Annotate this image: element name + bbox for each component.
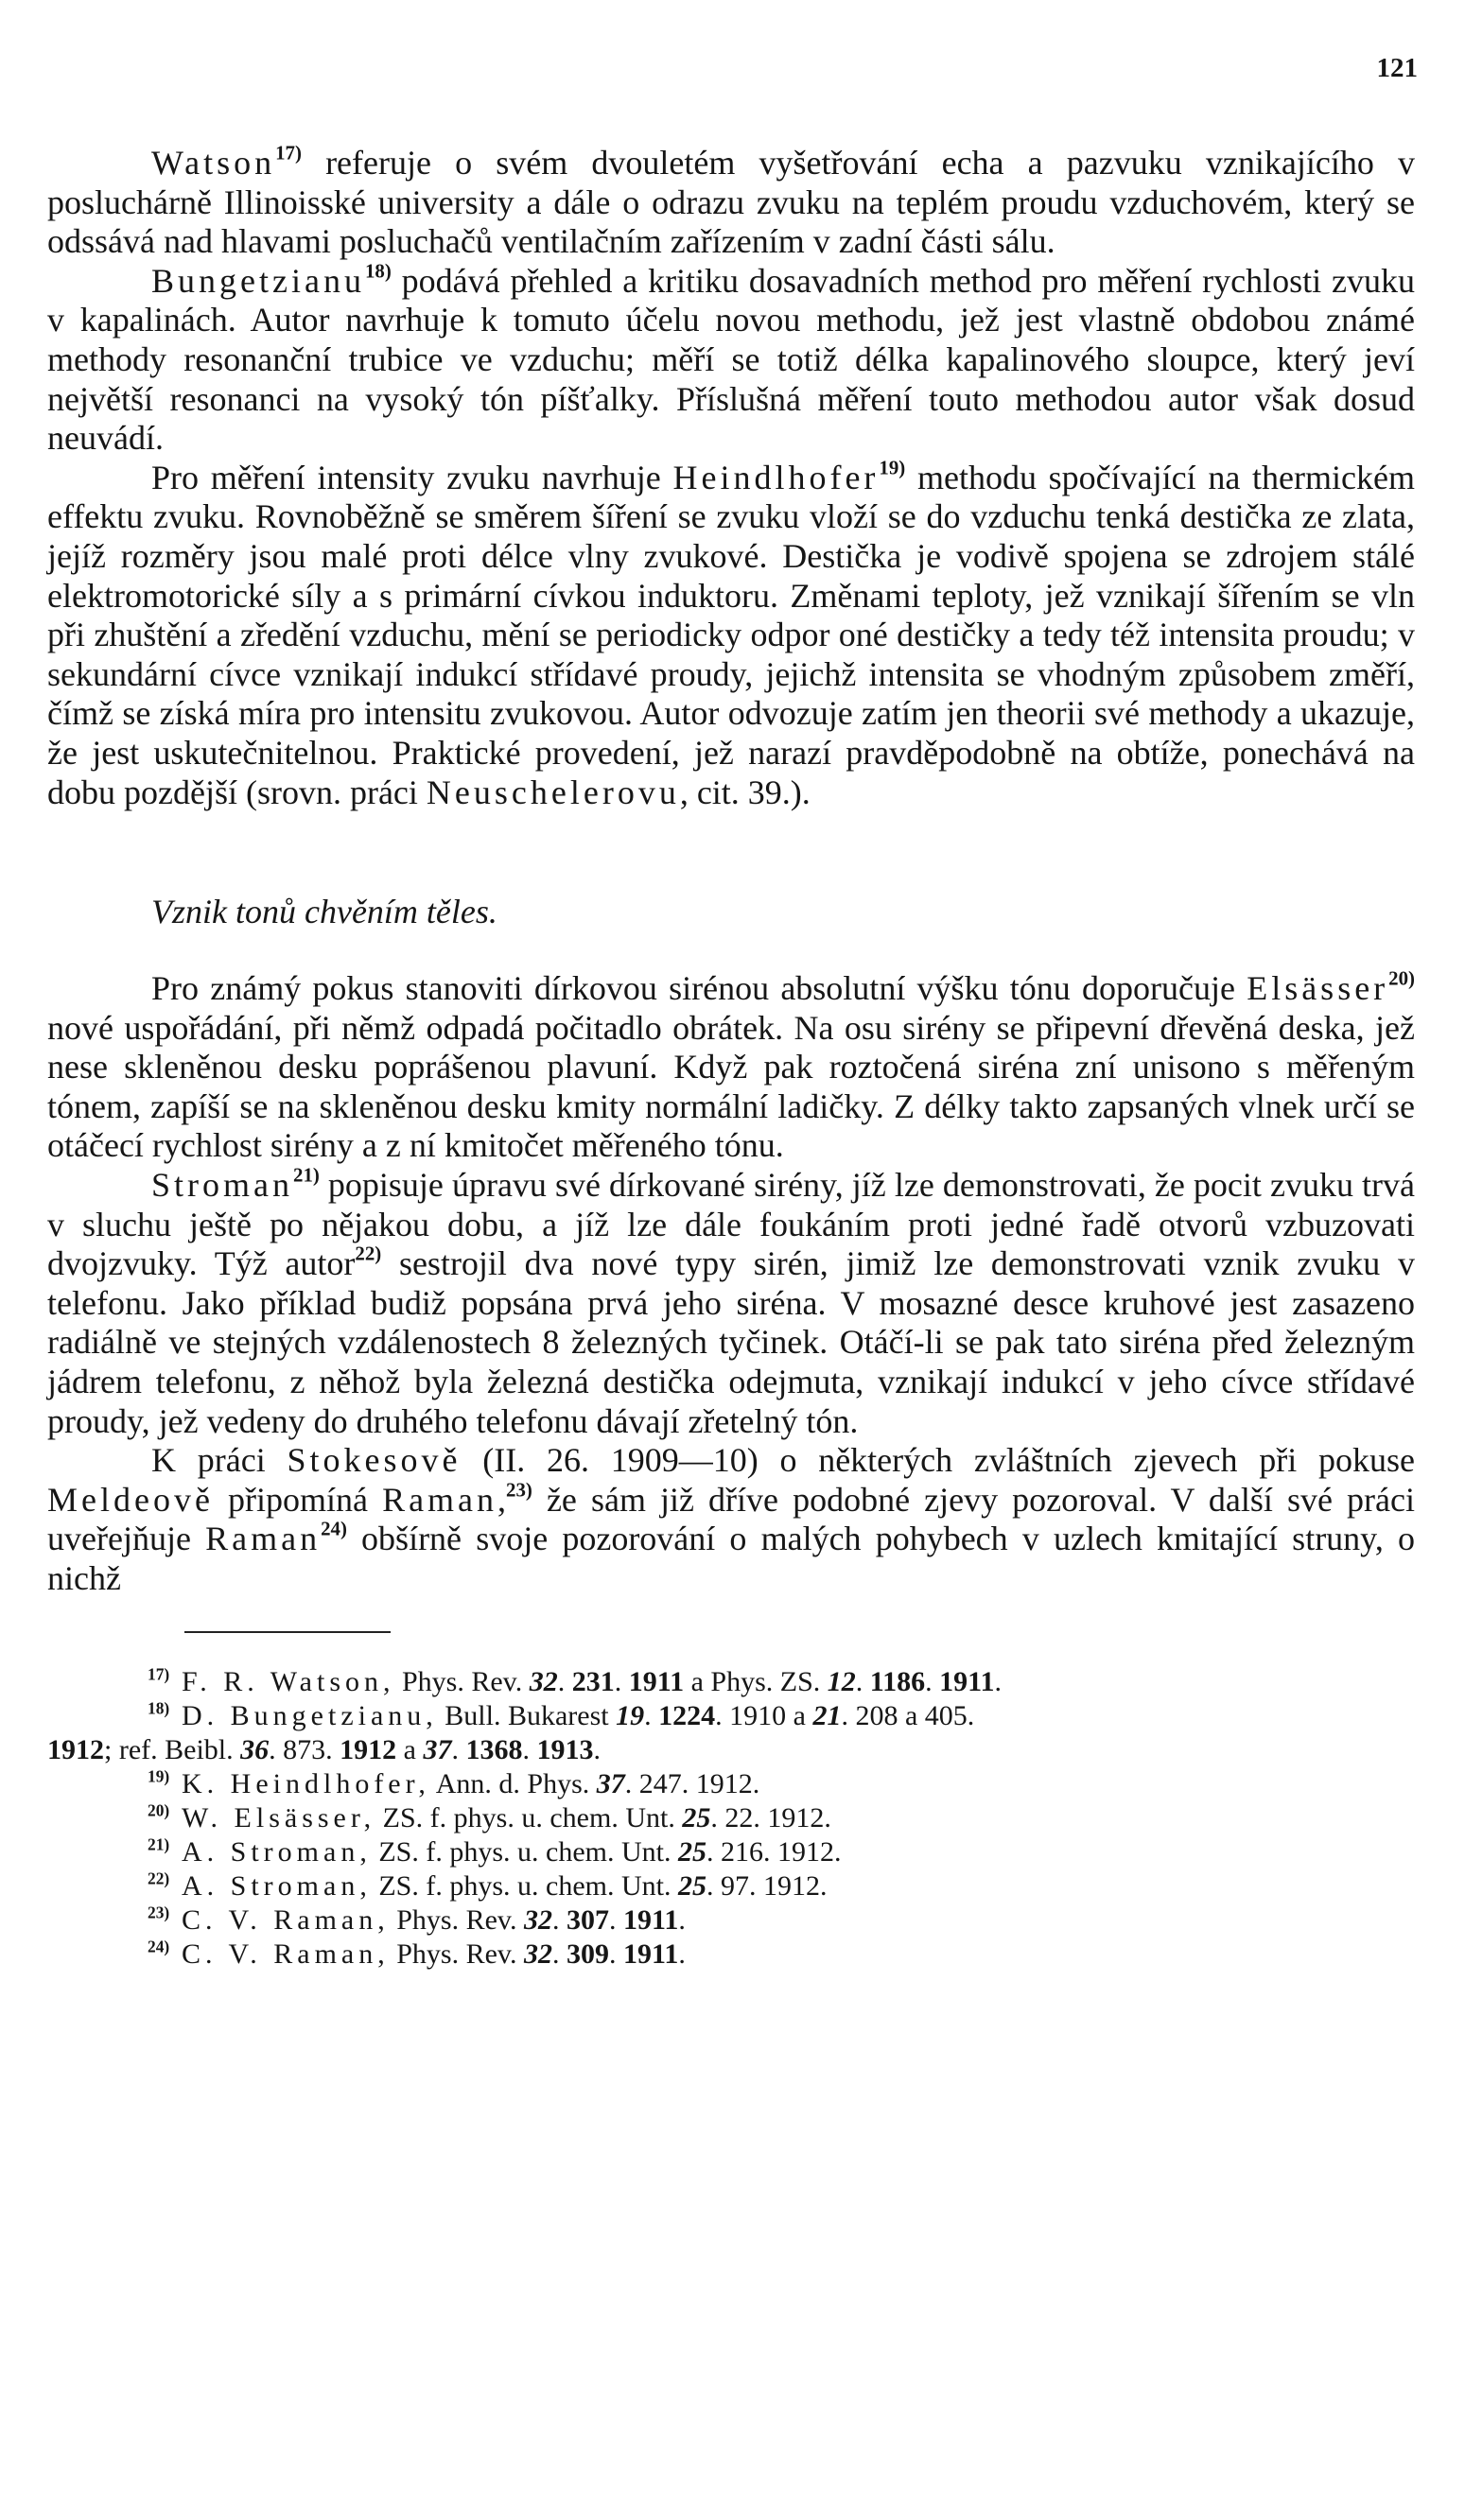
author-name: Bungetzianu	[151, 261, 365, 300]
author-name: Raman	[382, 1480, 498, 1519]
author-name: Raman	[205, 1520, 322, 1558]
footnote-mark: 24)	[148, 1937, 170, 1956]
paragraph-elsasser	[47, 966, 1415, 1166]
citation-number: 1224	[658, 1699, 716, 1731]
footnote	[47, 1767, 1415, 1800]
footnote-reference: 19)	[879, 456, 906, 479]
footnote-mark: 23)	[148, 1903, 170, 1922]
volume-number: 19	[616, 1699, 645, 1731]
citation-number: 231	[571, 1665, 615, 1697]
footnote-reference: 18)	[364, 259, 392, 283]
text-run: .	[644, 1699, 659, 1731]
section-paragraphs	[47, 966, 1415, 1599]
citation-number: 1911	[939, 1665, 995, 1697]
text-run: .	[593, 1733, 601, 1765]
footnote-continuation	[47, 1733, 1415, 1766]
footnote-author: K. Heindlhofer,	[182, 1767, 430, 1799]
footnote-mark: 17)	[148, 1664, 170, 1684]
text-run: připomíná	[213, 1480, 383, 1519]
footnote-author: C. V. Raman,	[182, 1938, 390, 1970]
text-run: . 22. 1912.	[710, 1801, 831, 1834]
text-run: a	[396, 1733, 424, 1765]
text-run: Ann. d. Phys.	[429, 1767, 597, 1799]
text-run: Pro měření intensity zvuku navrhuje	[151, 458, 673, 496]
text-run: (II. 26. 1909—10) o některých zvláštních zjevech při pokuse	[461, 1441, 1415, 1480]
text-run: .	[994, 1665, 1003, 1697]
text-run: ZS. f. phys. u. chem. Unt.	[375, 1801, 683, 1834]
footnote	[47, 1903, 1415, 1937]
text-run: že sám již dříve podobné zjevy pozoroval. V další své práci uveřejňuje	[47, 1480, 1415, 1558]
footnote-reference: 22)	[355, 1242, 382, 1265]
footnote-reference: 17)	[275, 141, 302, 165]
author-name: Elsässer	[1247, 969, 1389, 1008]
footnote	[47, 1835, 1415, 1868]
text-run: . 97. 1912.	[706, 1869, 828, 1902]
footnote-reference: 21)	[293, 1163, 320, 1187]
text-run: ZS. f. phys. u. chem. Unt.	[371, 1869, 678, 1902]
footnote-reference: 24)	[321, 1517, 347, 1540]
author-name: Meldeově	[47, 1480, 214, 1519]
text-run: .	[925, 1665, 940, 1697]
footnote-separator	[184, 1631, 391, 1633]
author-name: Watson	[151, 144, 276, 182]
text-run: .	[678, 1903, 686, 1936]
text-run: popisuje úpravu své dírkované sirény, jíž lze demonstrovati, že pocit zvuku trvá v sluchu ještě po nějakou dobu, a jíž lze dále foukáním proti jedné řadě otvorů vzbuzovati dvojzvuky. Týž autor	[47, 1166, 1415, 1283]
volume-number: 36	[240, 1733, 270, 1765]
text-run: .	[522, 1733, 537, 1765]
text-run: . 1910 a	[715, 1699, 813, 1731]
footnote	[47, 1938, 1415, 1971]
text-run: Phys. Rev.	[389, 1938, 524, 1970]
footnote-mark: 18)	[148, 1698, 170, 1718]
citation-number: 307	[567, 1903, 609, 1936]
citation-number: 1913	[536, 1733, 594, 1765]
text-run: .	[552, 1903, 567, 1936]
text-run: Phys. Rev.	[394, 1665, 530, 1697]
page-content	[47, 141, 1415, 1972]
footnote-mark: 19)	[148, 1766, 170, 1786]
text-run: podává přehled a kritiku dosavadních method pro měření rychlosti zvuku v kapalinách. Autor navrhuje k tomuto účelu novou methodu, jež jest vlastně obdobou známé methody resonanční trubice ve vzduchu; měří se totiž délka kapalinového sloupce, který jeví největší resonanci na vysoký tón píšťalky. Příslušná měření touto methodou autor však dosud neuvádí.	[47, 261, 1415, 458]
text-run: a Phys. ZS.	[684, 1665, 828, 1697]
page-number: 121	[1376, 53, 1418, 83]
volume-number: 25	[682, 1801, 711, 1834]
footnote-author: W. Elsässer,	[182, 1801, 376, 1834]
footnote-author: D. Bungetzianu,	[182, 1699, 438, 1731]
citation-number: 1186	[869, 1665, 926, 1697]
text-run: .	[609, 1903, 623, 1936]
footnote-reference: 23)	[506, 1478, 532, 1502]
text-run: Phys. Rev.	[389, 1903, 524, 1936]
text-run: K práci	[151, 1441, 288, 1480]
paragraph-stroman	[47, 1163, 1415, 1441]
footnotes	[47, 1665, 1415, 1971]
text-run: Pro známý pokus stanoviti dírkovou sirénou absolutní výšku tónu doporučuje	[151, 969, 1247, 1008]
volume-number: 32	[524, 1938, 552, 1970]
citation-number: 1368	[465, 1733, 523, 1765]
footnote	[47, 1801, 1415, 1834]
paragraph-watson	[47, 141, 1415, 262]
footnote-mark: 22)	[148, 1868, 170, 1888]
paragraph-bungetzianu	[47, 259, 1415, 459]
footnote-author: C. V. Raman,	[182, 1903, 390, 1936]
footnote-author: F. R. Watson,	[182, 1665, 395, 1697]
text-run: ZS. f. phys. u. chem. Unt.	[371, 1835, 678, 1868]
citation-number: 1911	[623, 1903, 679, 1936]
paragraph-raman	[47, 1441, 1415, 1598]
text-run: ; ref. Beibl.	[104, 1733, 241, 1765]
text-run: . 208 a 405.	[841, 1699, 975, 1731]
text-run: , cit. 39.).	[679, 773, 811, 811]
footnote	[47, 1699, 1415, 1732]
citation-number: 309	[567, 1938, 609, 1970]
author-name: Heindlhofer	[672, 458, 880, 496]
volume-number: 21	[812, 1699, 842, 1731]
volume-number: 12	[827, 1665, 856, 1697]
footnote	[47, 1665, 1415, 1698]
text-run: ,	[497, 1480, 507, 1519]
text-run: .	[609, 1938, 623, 1970]
text-run: Bull. Bukarest	[437, 1699, 617, 1731]
text-run: . 873.	[269, 1733, 340, 1765]
citation-number: 1911	[623, 1938, 679, 1970]
volume-number: 25	[677, 1869, 706, 1902]
text-run: .	[614, 1665, 629, 1697]
text-run: . 216. 1912.	[706, 1835, 842, 1868]
text-run: obšírně svoje pozorování o malých pohybech v uzlech kmitající struny, o nichž	[47, 1520, 1415, 1597]
section-heading: Vznik tonů chvěním těles.	[151, 893, 497, 931]
author-name: Stokesově	[287, 1441, 462, 1480]
footnote-author: A. Stroman,	[182, 1835, 372, 1868]
text-run: .	[557, 1665, 572, 1697]
text-run: .	[552, 1938, 567, 1970]
text-run: nové uspořádání, při němž odpadá počitadlo obrátek. Na osu sirény se připevní dřevěná deska, jež nese skleněnou desku poprášenou plavuní. Když pak roztočená siréna zní unisono s měřeným tónem, zapíší se na skleněnou desku kmity normální ladičky. Z délky takto zapsaných vlnek určí se otáčecí rychlost sirény a z ní kmitočet měřeného tónu.	[47, 1008, 1415, 1165]
footnote-reference: 20)	[1388, 966, 1415, 990]
author-name: Stroman	[151, 1166, 293, 1205]
volume-number: 37	[596, 1767, 625, 1799]
volume-number: 32	[529, 1665, 558, 1697]
citation-number: 1912	[340, 1733, 397, 1765]
volume-number: 32	[524, 1903, 552, 1936]
citation-number: 1911	[628, 1665, 685, 1697]
author-name: Neuschelerovu	[426, 773, 680, 811]
text-run: .	[855, 1665, 870, 1697]
text-run: referuje o svém dvouletém vyšetřování echa a pazvuku vznikajícího v posluchárně Illinoisské university a dále o odrazu zvuku na teplém proudu vzduchovém, který se odssává nad hlavami posluchačů ventilačním zařízením v zadní části sálu.	[47, 144, 1415, 261]
text-run: .	[678, 1938, 686, 1970]
footnote-mark: 21)	[148, 1834, 170, 1854]
footnote	[47, 1869, 1415, 1903]
text-run: sestrojil dva nové typy sirén, jimiž lze demonstrovati vznik zvuku v telefonu. Jako příklad budiž popsána prvá jeho siréna. V mosazné desce kruhové jest zasazeno radiálně ve stejných vzdálenostech 8 železných tyčinek. Otáčí-li se pak tato siréna před železným jádrem telefonu, z něhož byla železná destička odejmuta, vznikají indukcí v jeho cívce střídavé proudy, jež vedeny do druhého telefonu dávají zřetelný tón.	[47, 1244, 1415, 1440]
citation-number: 1912	[47, 1733, 104, 1765]
text-run: . 247. 1912.	[624, 1767, 760, 1799]
footnote-mark: 20)	[148, 1800, 170, 1820]
footnote-author: A. Stroman,	[182, 1869, 372, 1902]
paragraph-heindlhofer	[47, 456, 1415, 812]
volume-number: 25	[677, 1835, 706, 1868]
body-paragraphs	[47, 141, 1415, 812]
text-run: methodu spočívající na thermickém effektu zvuku. Rovnoběžně se směrem šíření se zvuku vloží se do vzduchu tenká destička ze zlata, jejíž rozměry jsou malé proti délce vlny zvukové. Destička je vodivě spojena se zdrojem stálé elektromotorické síly a s primární cívkou induktoru. Změnami teploty, jež vznikají šířením se vln při zhuštění a zředění vzduchu, mění se periodicky odpor oné destičky a tedy též intensita proudu; v sekundární cívce vznikají indukcí střídavé proudy, jejichž intensita se vhodným způsobem změří, čímž se získá míra pro intensitu zvukovou. Autor odvozuje zatím jen theorii své methody a ukazuje, že jest uskutečnitelnou. Praktické provedení, jež narazí pravděpodobně na obtíže, ponechává na dobu pozdější (srovn. práci	[47, 458, 1415, 811]
text-run: .	[451, 1733, 466, 1765]
volume-number: 37	[423, 1733, 452, 1765]
